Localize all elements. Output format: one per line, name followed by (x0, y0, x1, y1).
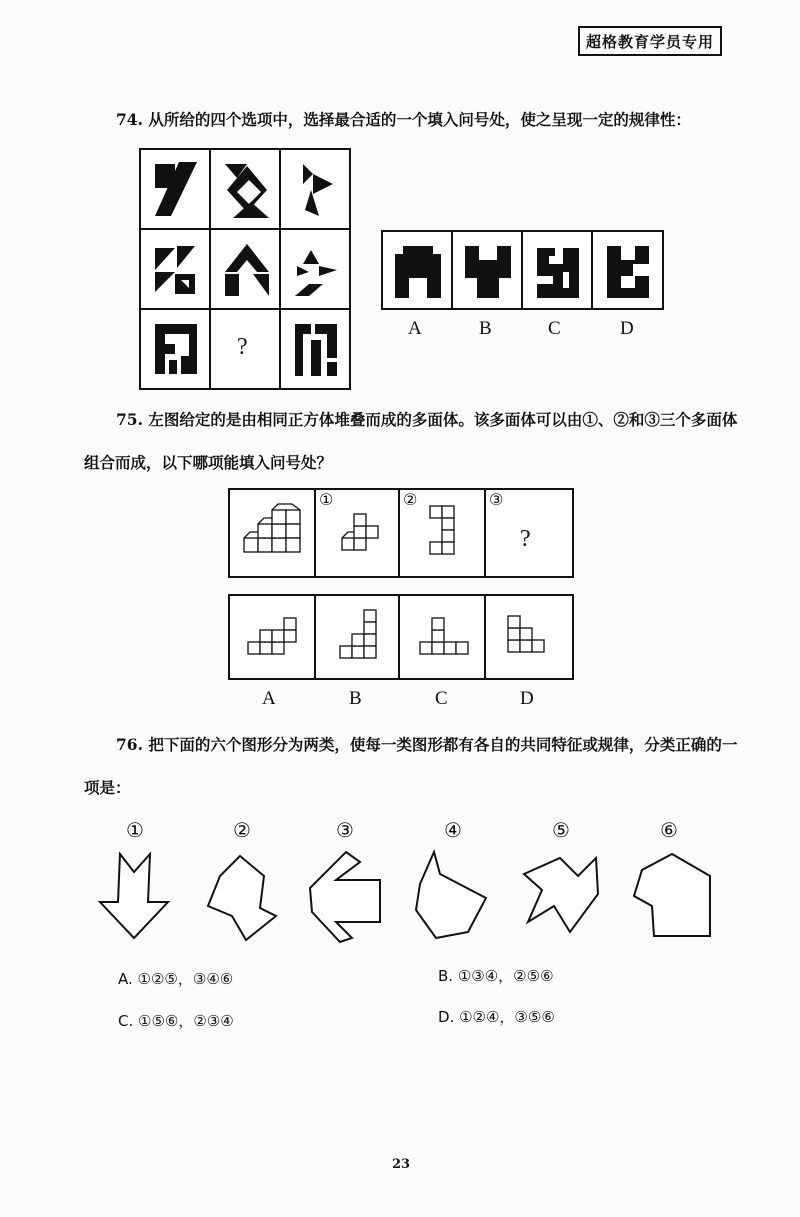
q75-option-A[interactable] (228, 594, 316, 680)
q76-prompt-line1: 76. 把下面的六个图形分为两类，使每一类图形都有各自的共同特征或规律，分类正确的一 (116, 735, 738, 754)
q76-figure-label-4: ④ (444, 818, 462, 842)
q74-option-B[interactable] (451, 230, 524, 310)
q74-cell-8 (209, 308, 281, 390)
q76-figure-label-6: ⑥ (660, 818, 678, 842)
q75-option-C[interactable] (398, 594, 486, 680)
q76-answer-D[interactable]: D. ①②④，③⑤⑥ (438, 1008, 555, 1026)
q75-part-2 (398, 488, 486, 578)
page-number: 23 (392, 1157, 411, 1172)
q75-part-3 (484, 488, 574, 578)
q75-options (228, 594, 572, 678)
q75-option-label-A: A (262, 688, 276, 709)
q75-question-mark: ? (520, 526, 531, 552)
q74-option-label-C: C (548, 318, 561, 339)
q74-cell-1 (139, 148, 211, 230)
q74-option-label-D: D (620, 318, 634, 339)
q74-option-C[interactable] (521, 230, 594, 310)
q76-figure-3 (310, 852, 380, 942)
q76-answer-B[interactable]: B. ①③④，②⑤⑥ (438, 967, 554, 985)
q75-option-label-D: D (520, 688, 534, 709)
q74-option-A[interactable] (381, 230, 454, 310)
q76-answer-C[interactable]: C. ①⑤⑥，②③④ (118, 1012, 234, 1030)
q76-figure-label-5: ⑤ (552, 818, 570, 842)
q74-cell-3 (279, 148, 351, 230)
header-badge-text: 超格教育学员专用 (585, 32, 714, 51)
q75-part-1-label: ① (319, 490, 334, 509)
q74-cell-7 (139, 308, 211, 390)
q75-full-polyhedron (228, 488, 316, 578)
q75-given-row (228, 488, 572, 576)
q75-part-3-label: ③ (489, 490, 504, 509)
q74-cell-9 (279, 308, 351, 390)
q74-matrix (139, 148, 350, 388)
q75-prompt-line1: 75. 左图给定的是由相同正方体堆叠而成的多面体。该多面体可以由①、②和③三个多面体 (116, 410, 738, 429)
q74-cell-4 (139, 228, 211, 310)
q74-option-label-B: B (479, 318, 492, 339)
q76-figure-label-3: ③ (336, 818, 354, 842)
q76-figure-4 (416, 852, 486, 938)
q74-cell-6 (279, 228, 351, 310)
q76-figure-5 (524, 858, 598, 932)
q76-figure-1 (100, 854, 168, 938)
q75-part-1 (314, 488, 400, 578)
q75-option-label-B: B (349, 688, 362, 709)
q74-question-mark: ? (237, 334, 248, 360)
q74-option-D[interactable] (591, 230, 664, 310)
q75-part-2-label: ② (403, 490, 418, 509)
q75-option-D[interactable] (484, 594, 574, 680)
q74-cell-5 (209, 228, 281, 310)
q76-figure-6 (634, 854, 710, 936)
q76-figure-2 (208, 856, 276, 940)
q74-options (381, 230, 663, 308)
q76-answer-A[interactable]: A. ①②⑤，③④⑥ (118, 970, 234, 988)
q76-prompt-line2: 项是： (84, 778, 131, 797)
q76-figure-label-2: ② (233, 818, 251, 842)
q75-option-label-C: C (435, 688, 448, 709)
q74-option-label-A: A (408, 318, 422, 339)
header-badge (578, 26, 722, 56)
q75-prompt-line2: 组合而成，以下哪项能填入问号处？ (84, 453, 333, 472)
q76-figures (90, 846, 720, 946)
q76-figure-label-1: ① (126, 818, 144, 842)
q74-cell-2 (209, 148, 281, 230)
q74-prompt: 74. 从所给的四个选项中，选择最合适的一个填入问号处，使之呈现一定的规律性： (116, 110, 691, 129)
q75-option-B[interactable] (314, 594, 400, 680)
